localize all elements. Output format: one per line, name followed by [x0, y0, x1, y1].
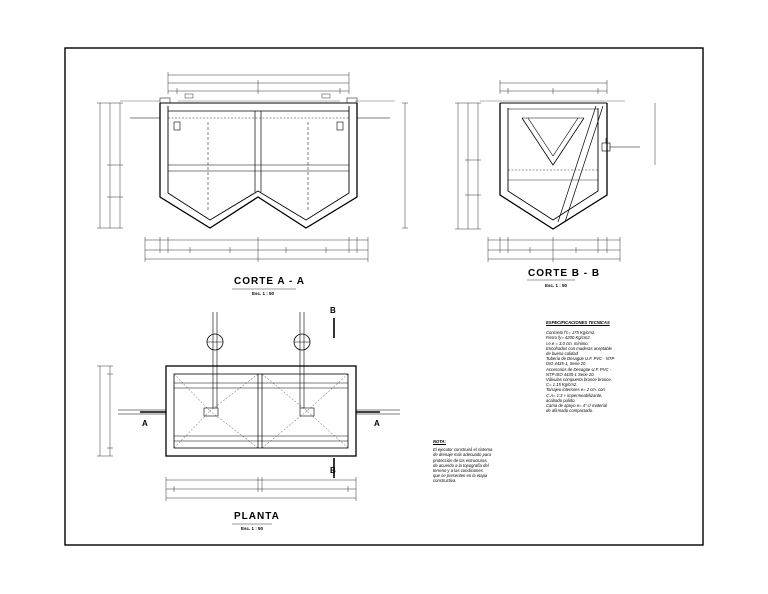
corte-a-a-bottom-dimensions — [145, 237, 368, 262]
corte-a-a-drawing — [97, 72, 408, 262]
spec-line: Tubería de Desagüe U.F. PVC - NTP — [546, 356, 615, 362]
note-line: que se presenten en la etapa — [433, 473, 488, 479]
spec-line: ISO 4435-1, Serie 20 — [546, 361, 586, 367]
note-line: terreno y a las condiciones — [433, 468, 483, 474]
corte-b-b-title: CORTE B - B — [528, 268, 601, 279]
planta-bottom-dimensions — [166, 477, 356, 501]
corte-b-b-left-dimensions — [455, 103, 481, 229]
note-line: constructiva. — [433, 478, 457, 484]
spec-line: Concreto f'c= 175 Kg/cm2. — [546, 330, 596, 336]
planta-left-dimensions — [97, 366, 113, 456]
note-line: de acuerdo a la topografía del — [433, 462, 489, 468]
spec-line: acabado pulido. — [546, 397, 576, 403]
planta-title: PLANTA — [234, 511, 280, 522]
specifications-heading: ESPECIFICACIONES TECNICAS — [546, 320, 610, 325]
spec-line: Fierro fy= 4200 Kg/cm2. — [546, 335, 591, 341]
corte-a-a-left-dimensions — [97, 103, 123, 228]
corte-b-b-top-dimensions — [500, 80, 607, 94]
note-line: de drenaje más adecuado para — [433, 452, 491, 458]
corte-a-a-title: CORTE A - A — [234, 276, 305, 287]
spec-line: C= 1.15 Kg/cm2. — [546, 382, 578, 388]
spec-line: de afirmado compactado. — [546, 408, 594, 414]
corte-b-b-scale: Esc. 1 : 50 — [545, 283, 568, 288]
section-marker-b-bottom: B — [330, 466, 336, 475]
spec-line: Accesorios de Desagüe U.F. PVC - — [546, 366, 612, 372]
specifications-block — [546, 320, 626, 413]
spec-line: Encofrados con maderas aceptable — [546, 345, 612, 351]
spec-line: C:A= 1:3 + impermeabilizante, — [546, 392, 603, 398]
note-line: protección de las estructuras, — [433, 457, 488, 463]
corte-b-b-drawing — [455, 80, 655, 262]
note-line: El ejecutor construirá el sistema — [433, 447, 493, 453]
planta-scale: Esc. 1 : 50 — [241, 526, 264, 531]
spec-line: Válvulas compuerta bronce bronce. — [546, 377, 612, 383]
spec-line: Tarrajeo interiores e= 2 cm. con — [546, 387, 605, 393]
section-marker-b-top: B — [330, 306, 336, 315]
note-block — [433, 439, 503, 484]
note-heading: NOTA: — [433, 439, 446, 444]
corte-a-a-top-dimensions — [168, 72, 349, 94]
section-marker-a-right: A — [374, 419, 380, 428]
spec-line: r.e.e = 3.0 cm. mínimo. — [546, 340, 589, 346]
spec-line: de buena calidad — [546, 351, 578, 357]
corte-a-a-scale: Esc. 1 : 50 — [252, 291, 275, 296]
corte-b-b-bottom-dimensions — [488, 237, 620, 262]
planta-drawing — [97, 312, 400, 501]
spec-line: Cama de apoyo e= 4" c/ material — [546, 403, 607, 409]
section-marker-a-left: A — [142, 419, 148, 428]
spec-line: NTP ISO 4435-1 Serie 20. — [546, 371, 595, 377]
